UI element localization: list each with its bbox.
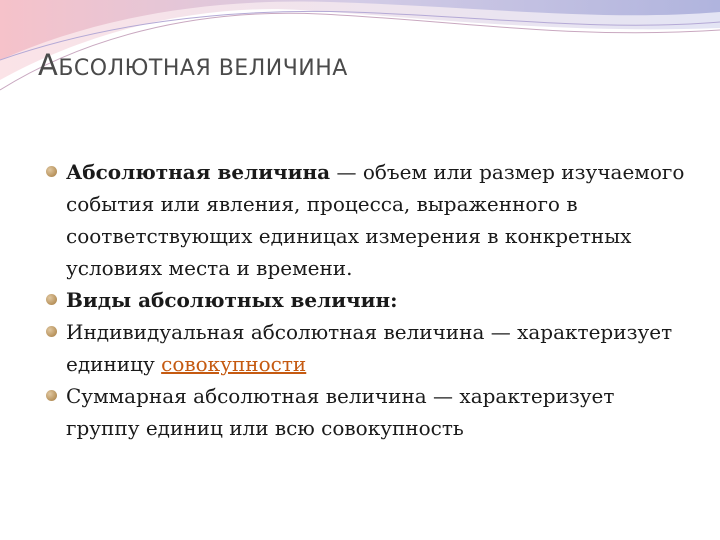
types-heading: Виды абсолютных величин: <box>66 288 398 312</box>
term-definition: — объем или размер изучаемого события или явления, процесса, выраженного в соответствующих единицах измерения в конкретных условиях места и времени. <box>66 160 685 280</box>
list-item <box>44 156 694 284</box>
list-item <box>44 316 694 380</box>
title-first-letter: А <box>38 48 59 82</box>
link-sovokupnost[interactable]: совокупности <box>161 352 307 376</box>
bullet-icon <box>46 326 57 337</box>
bullet-icon <box>46 390 57 401</box>
list-item <box>44 380 694 444</box>
bullet-list <box>44 156 694 444</box>
term-bold: Абсолютная величина <box>66 160 331 184</box>
page-title <box>38 48 348 82</box>
list-item <box>44 284 694 316</box>
individual-text: Индивидуальная абсолютная величина — характеризует единицу <box>66 320 673 376</box>
summary-text: Суммарная абсолютная величина — характеризует группу единиц или всю совокупность <box>66 384 615 440</box>
bullet-icon <box>46 294 57 305</box>
title-rest: БСОЛЮТНАЯ ВЕЛИЧИНА <box>58 56 348 81</box>
bullet-icon <box>46 166 57 177</box>
